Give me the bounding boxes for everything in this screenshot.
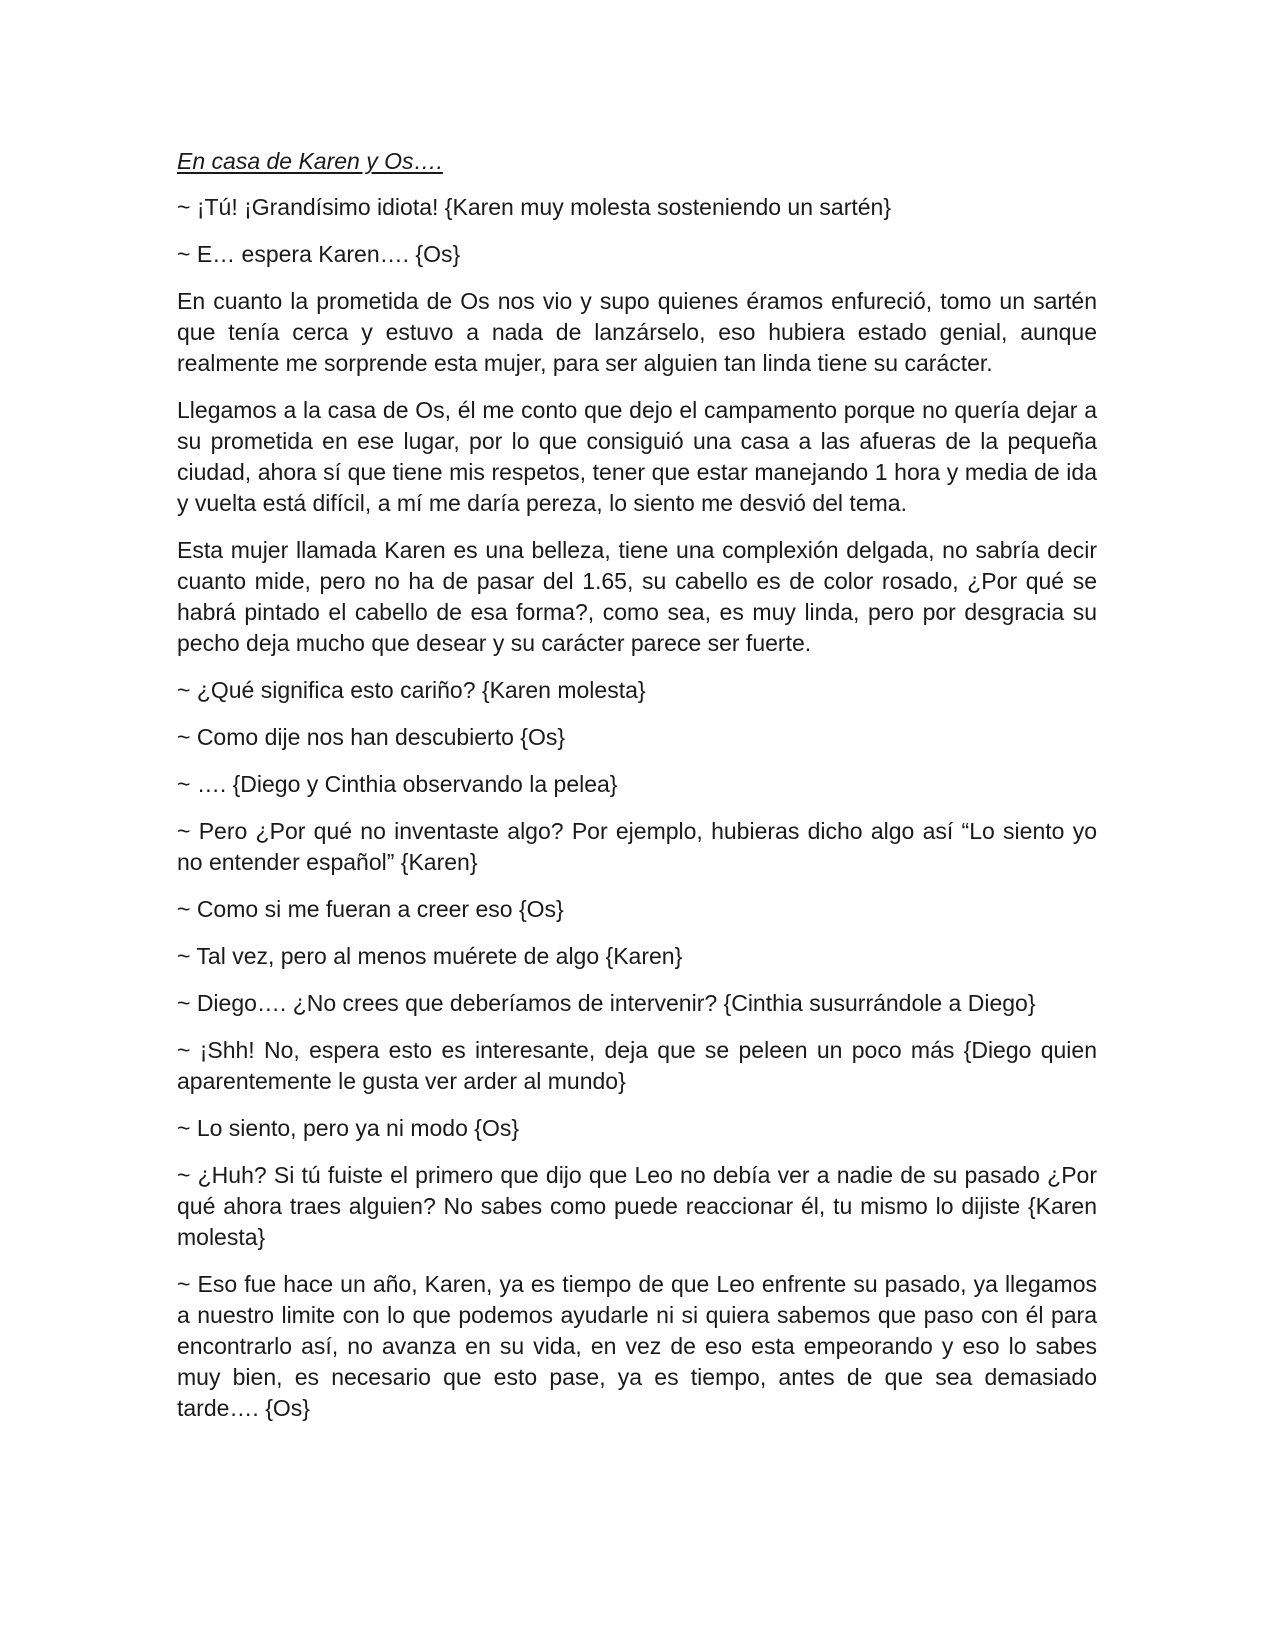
dialogue-line: ~ E… espera Karen…. {Os} (177, 241, 461, 267)
dialogue-line: ~ ¿Huh? Si tú fuiste el primero que dijo que Leo no debía ver a nadie de su pasado ¿Por qué ahora traes alguien? No sabes como puede reaccionar él, tu mismo lo dijiste {Karen molesta} (177, 1162, 1097, 1250)
narrative-paragraph: Llegamos a la casa de Os, él me conto que dejo el campamento porque no quería dejar a su prometida en ese lugar, por lo que consiguió una casa a las afueras de la pequeña ciudad, ahora sí que tiene mis respetos, tener que estar manejando 1 hora y media de ida y vuelta está difícil, a mí me daría pereza, lo siento me desvió del tema. (177, 397, 1097, 516)
dialogue-line: ~ …. {Diego y Cinthia observando la pelea} (177, 771, 618, 797)
dialogue-line: ~ Lo siento, pero ya ni modo {Os} (177, 1115, 520, 1141)
document-page (177, 146, 1097, 1440)
section-heading: En casa de Karen y Os…. (177, 148, 443, 174)
dialogue-line: ~ Como dije nos han descubierto {Os} (177, 724, 566, 750)
dialogue-line: ~ ¡Shh! No, espera esto es interesante, deja que se peleen un poco más {Diego quien aparentemente le gusta ver arder al mundo} (177, 1037, 1097, 1094)
dialogue-line: ~ Diego…. ¿No crees que deberíamos de intervenir? {Cinthia susurrándole a Diego} (177, 990, 1036, 1016)
dialogue-line: ~ ¿Qué significa esto cariño? {Karen molesta} (177, 677, 646, 703)
dialogue-line: ~ Pero ¿Por qué no inventaste algo? Por ejemplo, hubieras dicho algo así “Lo siento yo no entender español” {Karen} (177, 818, 1097, 875)
narrative-paragraph: En cuanto la prometida de Os nos vio y supo quienes éramos enfureció, tomo un sartén que tenía cerca y estuvo a nada de lanzárselo, eso hubiera estado genial, aunque realmente me sorprende esta mujer, para ser alguien tan linda tiene su carácter. (177, 288, 1097, 376)
dialogue-line: ~ Tal vez, pero al menos muérete de algo {Karen} (177, 943, 683, 969)
dialogue-line: ~ Eso fue hace un año, Karen, ya es tiempo de que Leo enfrente su pasado, ya llegamos a nuestro limite con lo que podemos ayudarle ni si quiera sabemos que paso con él para encontrarlo así, no avanza en su vida, en vez de eso esta empeorando y eso lo sabes muy bien, es necesario que esto pase, ya es tiempo, antes de que sea demasiado tarde…. {Os} (177, 1271, 1097, 1421)
dialogue-line: ~ Como si me fueran a creer eso {Os} (177, 896, 564, 922)
narrative-paragraph: Esta mujer llamada Karen es una belleza, tiene una complexión delgada, no sabría decir cuanto mide, pero no ha de pasar del 1.65, su cabello es de color rosado, ¿Por qué se habrá pintado el cabello de esa forma?, como sea, es muy linda, pero por desgracia su pecho deja mucho que desear y su carácter parece ser fuerte. (177, 537, 1097, 656)
dialogue-line: ~ ¡Tú! ¡Grandísimo idiota! {Karen muy molesta sosteniendo un sartén} (177, 194, 892, 220)
